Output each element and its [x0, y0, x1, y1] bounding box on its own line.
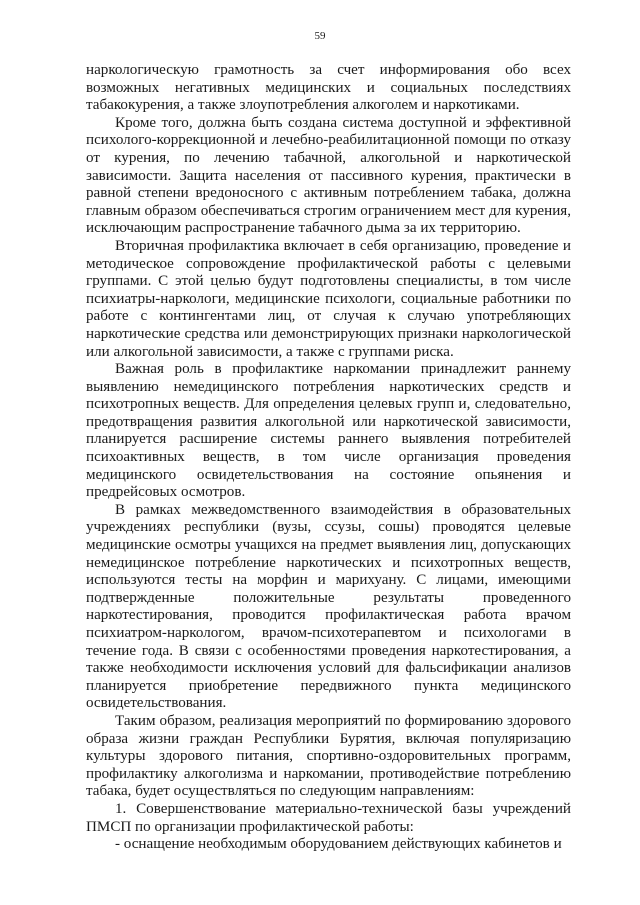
document-body	[86, 62, 571, 854]
paragraph-summary: Таким образом, реализация мероприятий по формированию здорового образа жизни граждан Республики Бурятия, включая популяризацию культуры здорового питания, спортивно-оздоровительных программ, профилактику алкоголизма и наркомании, противодействие потреблению табака, будет осуществляться по следующим направлениям:	[86, 712, 571, 800]
paragraph-list-subitem: - оснащение необходимым оборудованием действующих кабинетов и	[115, 836, 562, 853]
paragraph-interagency: В рамках межведомственного взаимодействия в образовательных учреждениях республики (вузы, ссузы, сошы) проводятся целевые медицинские осмотры учащихся на предмет выявления лиц, допускающих немедицинское потребление наркотических и психотропных веществ, используются тесты на морфин и марихуану. С лицами, имеющими подтвержденные положительные результаты проведенного наркотестирования, проводится профилактическая работа врачом психиатром-наркологом, врачом-психотерапевтом и психологами в течение года. В связи с особенностями проведения наркотестирования, а также необходимости исключения условий для фальсификации анализов планируется приобретение передвижного пункта медицинского освидетельствования.	[86, 501, 571, 712]
paragraph-early-detection: Важная роль в профилактике наркомании принадлежит раннему выявлению немедицинского потребления наркотических средств и психотропных веществ. Для определения целевых групп и, следовательно, предотвращения развития алкогольной или наркотической зависимости, планируется расширение системы раннего выявления потребителей психоактивных веществ, в том числе организация проведения медицинского освидетельствования на состояние опьянения и предрейсовых осмотров.	[86, 361, 571, 501]
paragraph-list-item-1: 1. Совершенствование материально-технической базы учреждений ПМСП по организации профилактической работы:	[86, 800, 571, 835]
paragraph-secondary-prevention: Вторичная профилактика включает в себя организацию, проведение и методическое сопровождение профилактической работы с целевыми группами. С этой целью будут подготовлены специалисты, в том числе психиатры-наркологи, медицинские психологи, социальные работники по работе с контингентами лиц, от случая к случаю употребляющих наркотические средства или демонстрирующих признаки наркологической или алкогольной зависимости, а также с группами риска.	[86, 237, 571, 360]
paragraph-continuation: наркологическую грамотность за счет информирования обо всех возможных негативных медицинских и социальных последствиях табакокурения, а также злоупотребления алкоголем и наркотиками.	[86, 62, 571, 114]
page-number: 59	[314, 30, 326, 42]
paragraph-treatment-system: Кроме того, должна быть создана система доступной и эффективной психолого-коррекционной и лечебно-реабилитационной помощи по отказу от курения, по лечению табачной, алкогольной и наркотической зависимости. Защита населения от пассивного курения, практически в равной степени вредоносного с активным потреблением табака, должна главным образом обеспечиваться строгим ограничением мест для курения, исключающим распространение табачного дыма за их территорию.	[86, 114, 571, 237]
